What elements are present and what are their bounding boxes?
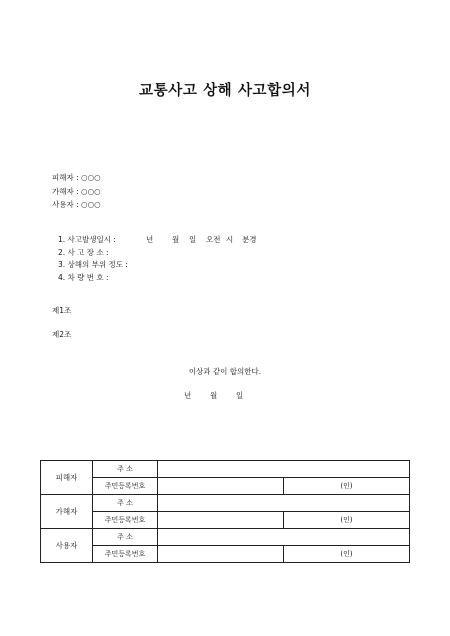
employer-address-field[interactable] — [158, 529, 410, 546]
party-victim: 피해자 — [41, 461, 93, 495]
seal-mark: (인) — [284, 546, 410, 563]
signature-table — [40, 460, 410, 563]
minute-label: 분경 — [242, 235, 257, 244]
datetime-fields — [146, 234, 257, 247]
am-label: 오전 — [206, 235, 221, 244]
table-row — [41, 512, 410, 529]
document-title: 교통사고 상해 사고합의서 — [139, 83, 311, 99]
address-label: 주 소 — [93, 461, 158, 478]
employer-id-field[interactable] — [158, 546, 284, 563]
sign-day: 일 — [236, 391, 244, 400]
victim-address-field[interactable] — [158, 461, 410, 478]
employer-line: 사용자 : ○○○ — [52, 200, 101, 209]
day-label: 일 — [189, 235, 197, 244]
table-row — [41, 495, 410, 512]
offender-line: 가해자 : ○○○ — [52, 186, 101, 196]
party-employer: 사용자 — [41, 529, 93, 563]
clause-1: 제1조 — [52, 306, 72, 315]
detail-injury: 3. 상해의 부위 정도 : — [58, 260, 128, 269]
sign-year: 년 — [184, 391, 192, 400]
detail-datetime-label: 1. 사고발생일시 : — [58, 235, 116, 244]
sign-month: 월 — [210, 391, 218, 400]
month-label: 월 — [172, 235, 180, 244]
table-row — [41, 529, 410, 546]
accident-details — [58, 234, 257, 284]
id-label: 주민등록번호 — [93, 478, 158, 495]
address-label: 주 소 — [93, 495, 158, 512]
agreement-statement: 이상과 같이 합의한다. — [188, 367, 262, 376]
hour-label: 시 — [226, 235, 234, 244]
party-offender: 가해자 — [41, 495, 93, 529]
victim-line: 피해자 : ○○○ — [52, 173, 101, 182]
address-label: 주 소 — [93, 529, 158, 546]
table-row — [41, 461, 410, 478]
seal-mark: (인) — [284, 478, 410, 495]
table-row — [41, 478, 410, 495]
seal-mark: (인) — [284, 512, 410, 529]
detail-place: 2. 사 고 장 소 : — [58, 247, 109, 257]
clause-2: 제2조 — [52, 330, 72, 339]
detail-datetime — [58, 234, 257, 247]
victim-id-field[interactable] — [158, 478, 284, 495]
table-row — [41, 546, 410, 563]
id-label: 주민등록번호 — [93, 546, 158, 563]
detail-vehicle: 4. 차 량 번 호 : — [58, 272, 109, 282]
id-label: 주민등록번호 — [93, 512, 158, 529]
party-list — [52, 171, 101, 212]
offender-address-field[interactable] — [158, 495, 410, 512]
year-label: 년 — [146, 235, 154, 244]
offender-id-field[interactable] — [158, 512, 284, 529]
